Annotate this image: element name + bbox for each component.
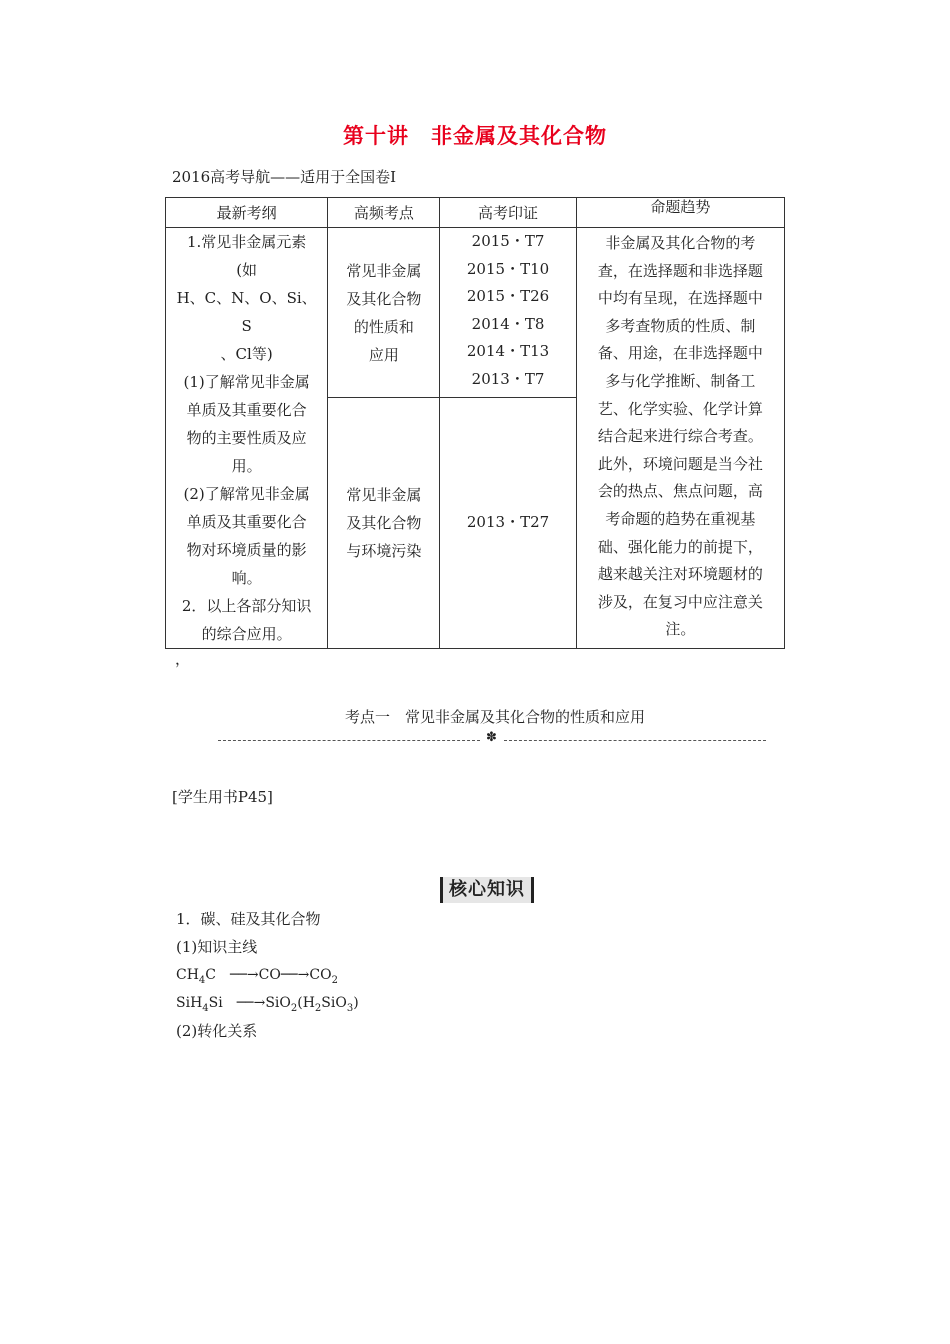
trend-line: 备、用途，在非选择题中 <box>597 344 763 363</box>
point-line: 常见非金属 <box>346 261 422 280</box>
trend-line: 结合起来进行综合考查。 <box>597 427 763 446</box>
record-item: 2014・T13 <box>466 342 550 361</box>
exam-guide-table <box>165 197 785 649</box>
outline-line: 物对环境质量的影 <box>186 541 307 559</box>
point-cell-2 <box>328 398 440 649</box>
formula-sub: 2 <box>314 1002 322 1014</box>
record-item: 2014・T8 <box>471 314 545 333</box>
point-cell-1 <box>328 228 440 398</box>
trend-line: 注。 <box>665 620 696 639</box>
point-line: 与环境污染 <box>346 542 422 561</box>
formula-sub: 3 <box>346 1002 354 1014</box>
point-line: 及其化合物 <box>346 289 422 308</box>
record-list-2 <box>440 509 575 537</box>
outline-cell <box>166 228 328 649</box>
carbon-chain <box>176 964 338 986</box>
record-cell-2 <box>440 398 576 649</box>
outline-line: (2)了解常见非金属 <box>183 485 310 503</box>
formula-part: C <box>205 967 231 983</box>
outline-line: 物的主要性质及应 <box>186 429 307 447</box>
outline-text <box>166 228 327 648</box>
formula-part: SiO <box>265 995 291 1011</box>
trend-line: 础、强化能力的前提下， <box>597 537 763 556</box>
trend-line: 会的热点、焦点问题，高 <box>597 482 763 501</box>
outline-line: (如 <box>236 261 258 279</box>
formula-sub: 4 <box>202 1002 209 1014</box>
outline-line: 响。 <box>231 569 262 587</box>
point-text-1 <box>328 257 439 369</box>
divider-line-left <box>218 740 480 741</box>
header-point: 高频考点 <box>328 198 440 228</box>
header-record: 高考印证 <box>440 198 576 228</box>
trend-line: 艺、化学实验、化学计算 <box>597 399 763 418</box>
header-trend: 命题趋势 <box>576 198 784 228</box>
outline-line: 单质及其重要化合 <box>186 513 307 531</box>
formula-part: SiH <box>176 995 203 1011</box>
trend-line: 越来越关注对环境题材的 <box>597 565 763 584</box>
trend-cell <box>576 228 784 649</box>
page-title: 第十讲 非金属及其化合物 <box>343 124 607 148</box>
formula-part: Si <box>208 995 237 1011</box>
trend-line: 涉及，在复习中应注意关 <box>597 592 763 611</box>
record-item: 2015・T26 <box>466 287 550 306</box>
trend-line: 此外，环境问题是当今社 <box>597 454 763 473</box>
arrow-icon: ──→ <box>230 967 259 983</box>
outline-line: 用。 <box>231 457 262 475</box>
section-heading: 考点一 常见非金属及其化合物的性质和应用 <box>344 708 645 726</box>
arrow-icon: ──→ <box>280 967 310 983</box>
trend-line: 非金属及其化合物的考 <box>605 234 756 252</box>
formula-sub: 2 <box>331 974 338 986</box>
record-item: 2015・T10 <box>466 259 550 278</box>
outline-line: 1.常见非金属元素 <box>186 233 307 251</box>
formula-part: SiO <box>321 995 347 1011</box>
outline-line: 单质及其重要化合 <box>186 401 307 419</box>
point-line: 应用 <box>368 345 399 364</box>
trend-line: 多考查物质的性质、制 <box>605 316 756 335</box>
silicon-chain <box>176 992 359 1014</box>
trend-line: 查，在选择题和非选择题 <box>597 261 763 280</box>
record-item: 2013・T27 <box>466 513 550 532</box>
trend-text <box>577 230 784 644</box>
outline-line: H、C、N、O、Si、S <box>176 289 317 335</box>
point-line: 常见非金属 <box>346 486 422 505</box>
formula-part: CH <box>176 967 199 983</box>
point-line: 及其化合物 <box>346 514 422 533</box>
section-divider <box>218 730 766 747</box>
formula-part: (H <box>297 995 315 1011</box>
table-header-row <box>166 198 785 228</box>
divider-line-right <box>504 740 766 741</box>
header-outline: 最新考纲 <box>166 198 328 228</box>
core-knowledge-badge: 核心知识 <box>440 877 534 903</box>
point-line: 的性质和 <box>353 317 414 336</box>
flower-icon: ✽ <box>486 730 497 745</box>
item-heading: 1．碳、硅及其化合物 <box>176 910 321 928</box>
formula-sub: 2 <box>290 1002 298 1014</box>
outline-line: 的综合应用。 <box>201 625 292 643</box>
record-item: 2015・T7 <box>471 232 545 250</box>
sub-heading: (2)转化关系 <box>176 1022 258 1040</box>
student-book-ref: [学生用书P45] <box>172 788 273 806</box>
record-item: 2013・T7 <box>471 369 545 388</box>
trend-line: 中均有呈现，在选择题中 <box>597 289 763 308</box>
sub-heading: (1)知识主线 <box>176 938 258 956</box>
formula-sub: 4 <box>198 974 206 986</box>
formula-part: CO <box>258 967 281 983</box>
subtitle: 2016高考导航——适用于全国卷Ⅰ <box>172 168 397 186</box>
record-cell-1 <box>440 228 576 398</box>
formula-part: ) <box>353 995 359 1011</box>
table-row <box>166 228 785 398</box>
arrow-icon: ──→ <box>236 995 266 1011</box>
record-list-1 <box>440 228 575 394</box>
trend-line: 多与化学推断、制备工 <box>605 371 756 390</box>
trend-line: 考命题的趋势在重视基 <box>605 509 756 528</box>
outline-line: 2．以上各部分知识 <box>181 597 312 615</box>
formula-part: CO <box>309 967 332 983</box>
stray-comma: ， <box>175 650 191 668</box>
outline-line: (1)了解常见非金属 <box>183 373 310 391</box>
point-text-2 <box>328 481 439 565</box>
outline-line: 、Cl等) <box>220 345 273 363</box>
